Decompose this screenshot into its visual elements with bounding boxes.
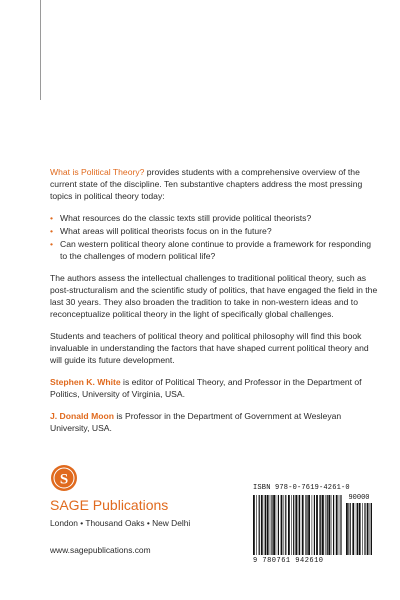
barcode-bar [278, 495, 279, 555]
ean-digits: 9 780761 942610 [253, 557, 324, 565]
barcode-bar [316, 495, 318, 555]
barcode-bar [350, 503, 351, 555]
sage-logo-icon [50, 464, 78, 492]
barcode-bar [293, 495, 294, 555]
barcode-bar [253, 495, 255, 555]
question-text: What resources do the classic texts still provide political theorists? [60, 213, 312, 223]
barcode-bar [356, 503, 357, 555]
barcode-bar [371, 503, 372, 555]
publisher-name: SAGE Publications [50, 497, 169, 513]
blurb [50, 166, 380, 444]
intro-paragraph [50, 166, 380, 202]
barcode-bar [273, 495, 275, 555]
publisher-cities: London • Thousand Oaks • New Delhi [50, 518, 191, 528]
barcode-bar [312, 495, 313, 555]
barcode-bar [291, 495, 292, 555]
barcode-bar [308, 495, 310, 555]
barcode-bars-icon [253, 495, 343, 555]
author-bio [50, 376, 380, 400]
barcode-bar [328, 495, 330, 555]
book-title-phrase: What is Political Theory? [50, 167, 145, 177]
barcode-bar [322, 495, 324, 555]
barcode-bar [264, 495, 265, 555]
barcode-bar [305, 495, 306, 555]
barcode-bar [320, 495, 321, 555]
barcode-bar [359, 503, 361, 555]
barcode-bar [284, 495, 285, 555]
barcode-bar [271, 495, 272, 555]
barcode-bar [299, 495, 300, 555]
barcode-bar [336, 495, 338, 555]
addon-bars-icon [346, 503, 372, 555]
barcode-bar [302, 495, 304, 555]
author-name: Stephen K. White [50, 377, 121, 387]
barcode-bar [325, 495, 326, 555]
list-item [50, 225, 380, 237]
barcode-bar [265, 495, 266, 555]
list-item [50, 238, 380, 262]
bullet-icon: • [50, 239, 54, 249]
barcode-bar [327, 495, 328, 555]
barcode-bar [261, 495, 263, 555]
barcode-bar [281, 495, 283, 555]
author-bios [50, 376, 380, 434]
question-text: What areas will political theorists focus on in the future? [60, 226, 272, 236]
barcode-bar [367, 503, 369, 555]
barcode-bar [267, 495, 269, 555]
isbn-label: ISBN 978-0-7619-4261-0 [253, 484, 350, 492]
barcode-bar [339, 495, 340, 555]
author-name: J. Donald Moon [50, 411, 114, 421]
barcode-bar [270, 495, 271, 555]
barcode-bar [348, 503, 349, 555]
bullet-icon: • [50, 226, 54, 236]
intro-text: provides students with a comprehensive overview of the current state of the discipline. Ten substantive chapters address the most pressing topics in political theory today: [50, 167, 363, 201]
isbn-barcode [253, 484, 377, 565]
publisher-website: www.sagepublications.com [50, 545, 151, 555]
barcode-bar [314, 495, 315, 555]
barcode-bar [298, 495, 299, 555]
spine-line [40, 0, 41, 100]
barcode-bar [357, 503, 358, 555]
barcode-bar [256, 495, 257, 555]
barcode-bar [259, 495, 260, 555]
author-description: is editor of Political Theory, and Professor in the Department of Politics, University of Virginia, USA. [50, 377, 362, 399]
barcode-bar [295, 495, 297, 555]
price-addon [346, 494, 372, 555]
paragraph-authors-assess: The authors assess the intellectual challenges to traditional political theory, such as post-structuralism and the scientific study of politics, that have engaged the field in the last 30 years. They also broaden the tradition to take in non-western ideas and to reconceptualize political theory in the light of specifically global challenges. [50, 273, 378, 319]
author-description: is Professor in the Department of Government at Wesleyan University, USA. [50, 411, 342, 433]
barcode-bar [306, 495, 307, 555]
logo-letter: S [59, 471, 69, 488]
barcode-bar [364, 503, 365, 555]
list-item [50, 212, 380, 224]
barcode-bar [340, 495, 341, 555]
barcode-row [253, 494, 377, 555]
barcode-bar [362, 503, 363, 555]
barcode-bar [333, 495, 334, 555]
barcode-bar [352, 503, 354, 555]
bullet-icon: • [50, 213, 54, 223]
barcode-bar [285, 495, 286, 555]
paragraph-audience: Students and teachers of political theory and political philosophy will find this book invaluable in understanding the factors that have shaped current political theory and will guide its future development. [50, 331, 369, 365]
barcode-bar [346, 503, 348, 555]
barcode-bar [319, 495, 320, 555]
barcode-bar [370, 503, 371, 555]
addon-number: 90000 [348, 494, 370, 502]
barcode-bar [276, 495, 277, 555]
questions-list [50, 212, 380, 262]
barcode-bar [331, 495, 332, 555]
question-text: Can western political theory alone continue to provide a framework for responding to the challenges of modern political life? [60, 239, 371, 261]
author-bio [50, 410, 380, 434]
barcode-bar [288, 495, 290, 555]
